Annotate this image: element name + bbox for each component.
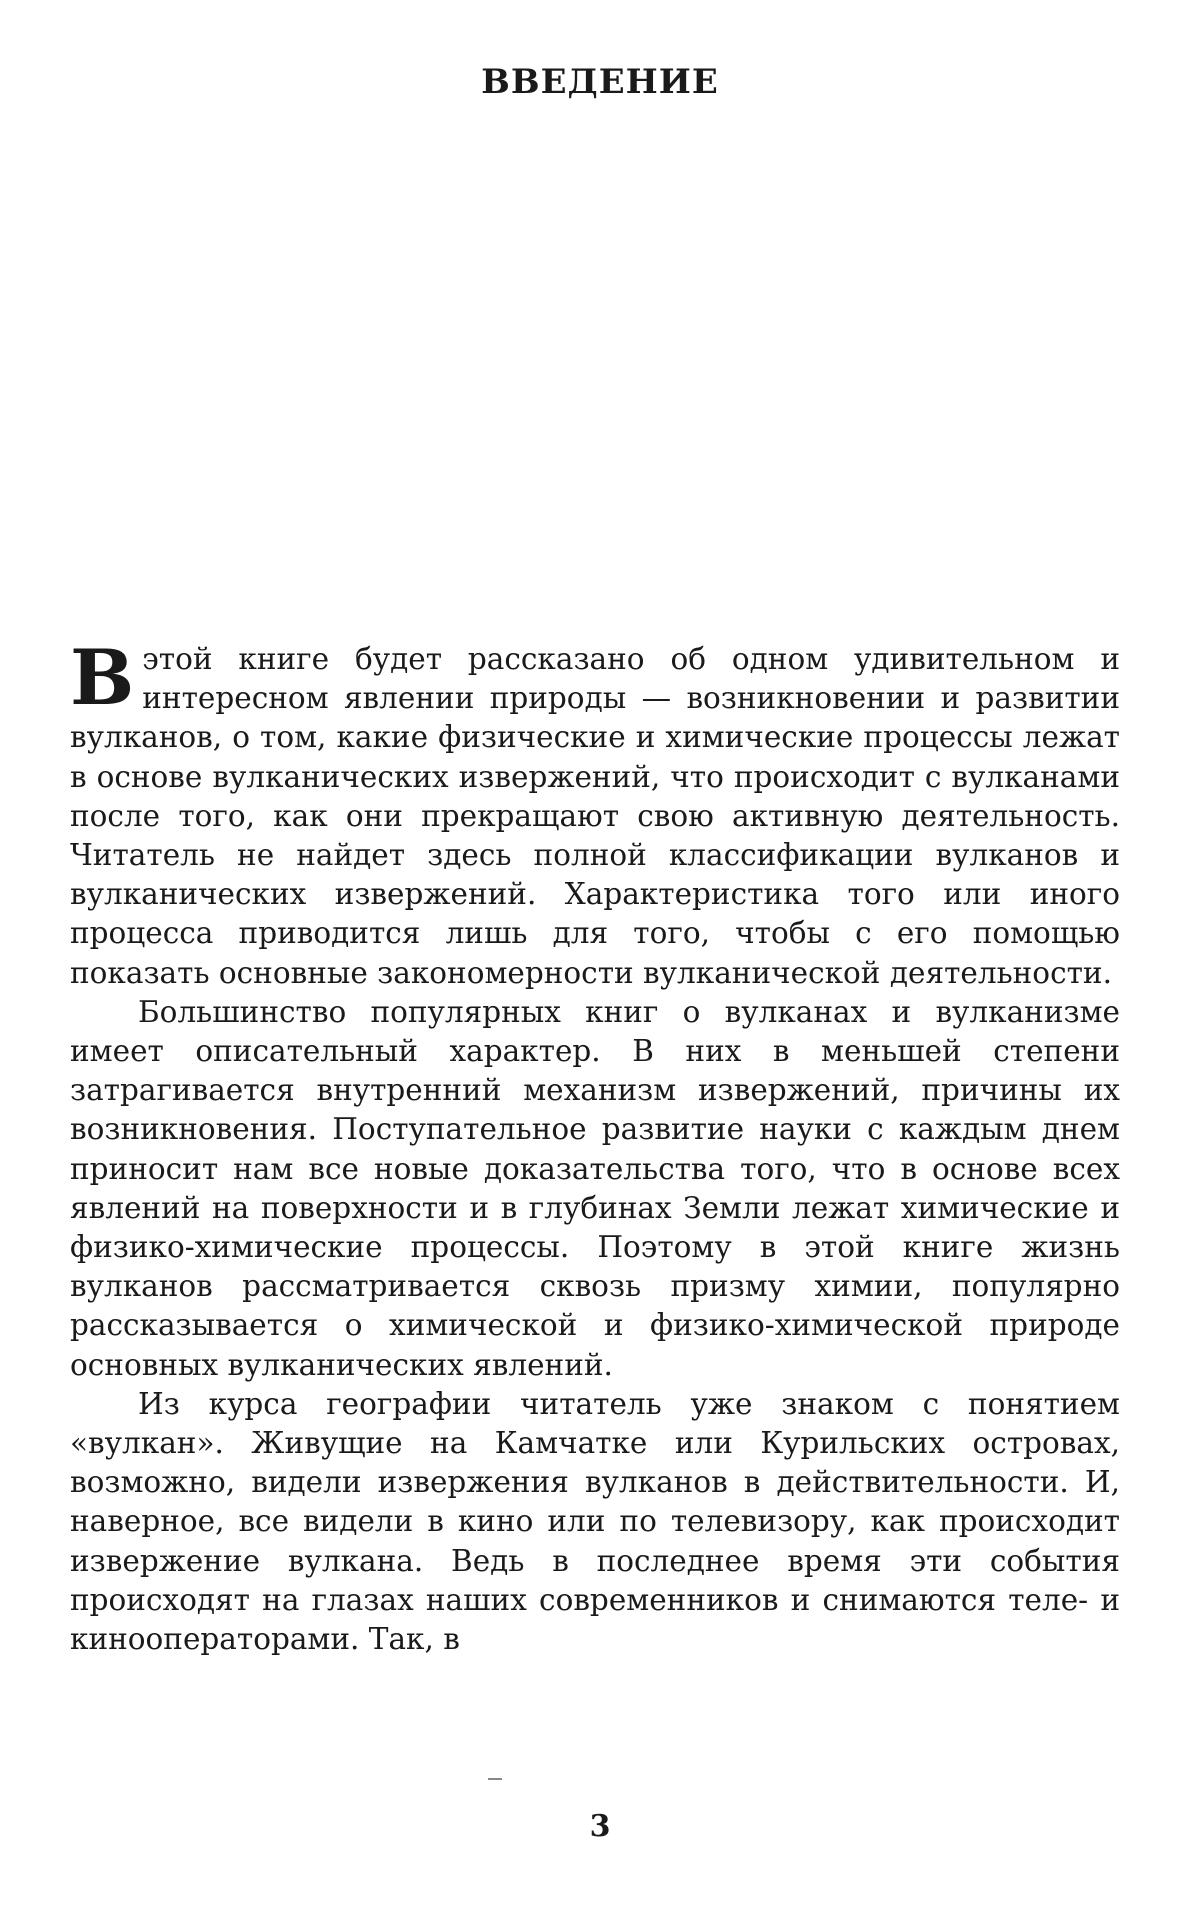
chapter-title: ВВЕДЕНИЕ [481,62,719,102]
page-number: 3 [589,1809,611,1844]
drop-cap: В [70,633,135,722]
paragraph-2: Большинство популярных книг о вулканах и вулканизме имеет описательный характер. В них в меньшей степени затрагивается внутренний механизм извержений, причины их возникновения. Поступательное развитие науки с каждым днем приносит нам все новые доказательства того, что в основе всех явлений на поверхности и в глубинах Земли лежат химические и физико-химические процессы. Поэтому в этой книге жизнь вулканов рассматривается сквозь призму химии, популярно рассказывается о химической и физико-химической природе основных вулканических явлений. [70,994,1120,1382]
paragraph-1 [70,633,1120,993]
paragraph-3: Из курса географии читатель уже знаком с понятием «вулкан». Живущие на Камчатке или Курильских островах, возможно, видели извержения вулканов в действительности. И, наверное, все видели в кино или по телевизору, как происходит извержение вулкана. Ведь в последнее время эти события происходят на глазах наших современников и снимаются теле- и кинооператорами. Так, в [70,1386,1120,1657]
body-text [70,633,1120,1659]
paragraph-1-text: этой книге будет рассказано об одном удивительном и интересном явлении природы — возникновении и развитии вулканов, о том, какие физические и химические процессы лежат в основе вулканических извержений, что происходит с вулканами после того, как они прекращают свою активную деятельность. Читатель не найдет здесь полной классификации вулканов и вулканических извержений. Характеристика того или иного процесса приводится лишь для того, чтобы с его помощью показать основные закономерности вулканической деятельности. [70,642,1120,990]
scan-artifact [488,1778,502,1780]
